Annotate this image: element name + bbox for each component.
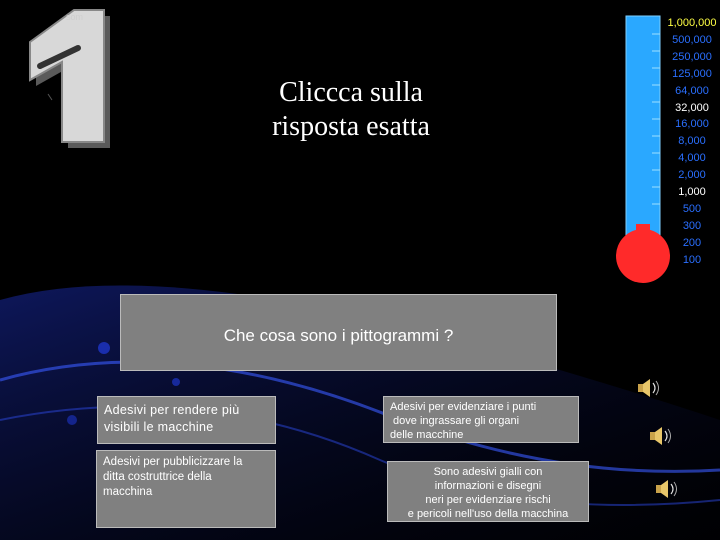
money-level: 1,000,000 (667, 17, 717, 29)
timer-label: som (66, 12, 84, 22)
answer-b-button[interactable] (383, 396, 579, 443)
title-line-1: Cliccca sulla (279, 77, 423, 108)
money-level: 16,000 (675, 118, 709, 131)
answer-a-line: Adesivi per rendere più (104, 403, 240, 417)
money-level: 125,000 (672, 67, 712, 80)
answer-d-line: neri per evidenziare rischi (425, 494, 551, 506)
money-level: 300 (682, 219, 702, 232)
speaker-icon[interactable] (648, 425, 674, 447)
money-level: 64,000 (675, 84, 709, 97)
money-level: 250,000 (672, 50, 712, 63)
answer-a-line: visibili le macchine (104, 420, 214, 434)
answer-b-line: Adesivi per evidenziare i punti (390, 401, 537, 413)
money-level: 4,000 (678, 152, 706, 165)
answer-b-line: delle macchine (390, 429, 464, 441)
answer-c-line: macchina (103, 486, 153, 498)
money-level: 500 (682, 202, 702, 215)
answer-b-line: dove ingrassare gli organi (390, 415, 520, 427)
answer-c-line: Adesivi per pubblicizzare la (103, 456, 243, 468)
answer-c-line: ditta costruttrice della (103, 471, 212, 483)
money-level: 32,000 (675, 101, 709, 114)
answer-d-line: e pericoli nell'uso della macchina (407, 508, 569, 520)
answer-c-button[interactable] (96, 450, 276, 528)
title-line-2: risposta esatta (272, 111, 430, 142)
money-level: 2,000 (678, 169, 706, 182)
money-level: 100 (682, 253, 702, 266)
speaker-icon[interactable] (654, 478, 680, 500)
money-level: 1,000 (678, 186, 706, 199)
thermometer-meter (612, 12, 670, 284)
answer-d-button[interactable] (387, 461, 589, 522)
answer-d-line: informazioni e disegni (434, 480, 542, 492)
answer-d-line: Sono adesivi gialli con (433, 466, 543, 478)
question-text: Che cosa sono i pittogrammi ? (223, 325, 454, 345)
page-title (220, 76, 482, 144)
money-level: 200 (682, 236, 702, 249)
money-level: 8,000 (678, 135, 706, 148)
speaker-icon[interactable] (636, 377, 662, 399)
money-ladder (664, 15, 720, 269)
question-number-icon (18, 8, 128, 158)
question-box (120, 294, 557, 371)
answer-a-button[interactable] (97, 396, 276, 444)
money-level: 500,000 (672, 33, 712, 46)
